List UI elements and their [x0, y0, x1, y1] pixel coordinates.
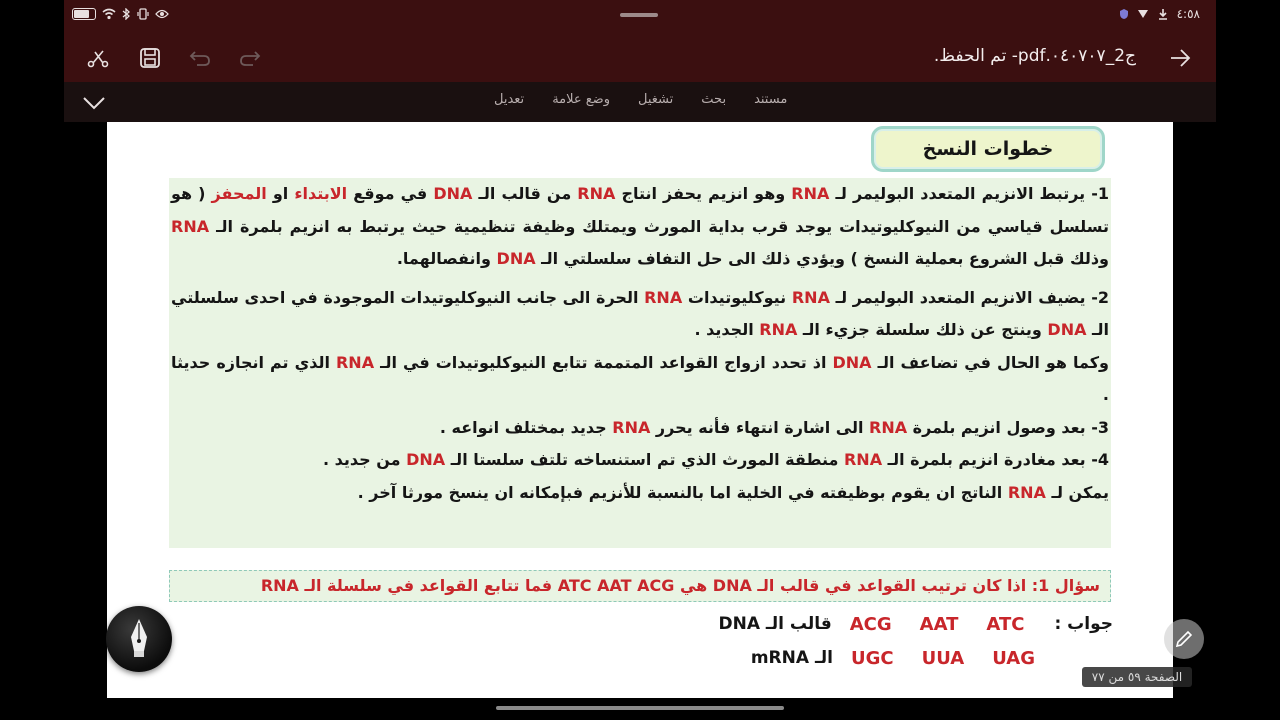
signature-icon	[86, 47, 110, 69]
battery-icon	[72, 8, 96, 20]
back-arrow-icon	[1169, 48, 1191, 68]
page-indicator: الصفحة ٥٩ من ٧٧	[1082, 667, 1192, 687]
download-icon	[1157, 8, 1169, 20]
vibrate-icon	[137, 8, 149, 20]
status-right	[1119, 8, 1200, 20]
bluetooth-icon	[122, 8, 131, 20]
row-label: الـ mRNA	[750, 648, 833, 668]
status-bar	[64, 0, 1216, 34]
base-cell: UAG	[992, 647, 1035, 669]
pull-handle[interactable]	[620, 13, 658, 17]
paragraph-conclusion: يمكن لـ RNA الناتج ان يقوم بوظيفته في الخلية اما بالنسبة للأنزيم فبإمكانه ان ينسخ مورثا آخر .	[357, 482, 1109, 502]
paragraph-step-4: 4- بعد مغادرة انزيم بلمرة الـ RNA منطقة المورث الذي تم استنساخه تلتف سلستا الـ DNA من جديد .	[322, 450, 1109, 469]
signature-button[interactable]	[84, 44, 112, 72]
status-indicators	[72, 8, 169, 20]
answer-label: جواب :	[1054, 614, 1113, 634]
base-cell: ATC	[986, 613, 1025, 635]
answer-row-mrna	[751, 642, 1035, 674]
wifi-icon	[102, 8, 116, 20]
menu-item-play[interactable]: تشغيل	[638, 92, 674, 107]
pencil-icon	[1174, 629, 1194, 649]
row-label: قالب الـ DNA	[718, 614, 832, 634]
menu-items	[480, 92, 801, 107]
redo-icon	[239, 49, 261, 67]
menu-bar	[64, 82, 1216, 122]
menu-item-edit[interactable]: تعديل	[494, 92, 525, 107]
home-indicator[interactable]	[496, 706, 784, 710]
app-window	[64, 0, 1216, 720]
base-cell: AAT	[919, 613, 959, 635]
section-heading: خطوات النسخ	[922, 138, 1054, 160]
wifi-call-icon	[1137, 8, 1149, 20]
question-box	[169, 570, 1111, 602]
document-title: ج2_٠٤٠٧٠٧.pdf- تم الحفظ.	[933, 46, 1136, 66]
answer-row-template	[718, 608, 1113, 640]
question-text: سؤال 1: اذا كان ترتيب القواعد في قالب الـ DNA هي ATC AAT ACG فما تتابع القواعد في سلسلة الـ RNA	[260, 576, 1100, 595]
menu-item-search[interactable]: بحث	[701, 92, 727, 107]
menu-item-document[interactable]: مستند	[754, 92, 788, 107]
undo-icon	[189, 49, 211, 67]
base-cell: UGC	[851, 647, 894, 669]
answer-block	[667, 608, 1113, 678]
base-cell: ACG	[849, 613, 892, 635]
paragraph-step-2: 2- يضيف الانزيم المتعدد البوليمر لـ RNA نيوكليوتيدات RNA الحرة الى جانب النيوكليوتيدات الموجودة في احدى سلسلتي الـ DNA وينتج عن ذلك سلسلة جزيء الـ RNA الجديد .	[171, 287, 1109, 339]
title-bar	[64, 34, 1216, 82]
undo-button[interactable]	[186, 44, 214, 72]
document-page[interactable]	[107, 122, 1173, 698]
paragraph-note: وكما هو الحال في تضاعف الـ DNA اذ تحدد ازواج القواعد المتممة تتابع النيوكليوتيدات في الـ RNA الذي تم انجازه حديثا .	[171, 352, 1109, 404]
paragraph-step-1: 1- يرتبط الانزيم المتعدد البوليمر لـ RNA وهو انزيم يحفز انتاج RNA من قالب الـ DNA في موقع الابتداء او المحفز ( هو تسلسل قياسي من النيوكليوتيدات يوجد قرب بداية المورث ويمتلك وظيفة تنظيمية حيث يرتبط به انزيم بلمرة الـ RNA وذلك قبل الشروع بعملية النسخ ) ويؤدي ذلك الى حل التفاف سلسلتي الـ DNA وانفصالهما.	[171, 184, 1110, 268]
base-cell: UUA	[921, 647, 965, 669]
back-button[interactable]	[1166, 44, 1194, 72]
shield-icon	[1119, 8, 1129, 20]
redo-button[interactable]	[236, 44, 264, 72]
fountain-pen-icon	[126, 617, 152, 661]
highlighted-text-block	[169, 178, 1111, 548]
save-icon	[139, 47, 161, 69]
status-time: ٤:٥٨	[1176, 7, 1200, 21]
paragraph-step-3: 3- بعد وصول انزيم بلمرة RNA الى اشارة انتهاء فأنه يحرر RNA جديد بمختلف انواعه .	[439, 417, 1109, 437]
edit-button[interactable]	[1164, 619, 1204, 659]
eye-icon	[155, 8, 169, 20]
chevron-down-icon[interactable]	[82, 94, 106, 112]
section-heading-box	[871, 126, 1105, 172]
save-button[interactable]	[136, 44, 164, 72]
menu-item-bookmark[interactable]: وضع علامة	[552, 92, 611, 107]
pen-tool-button[interactable]	[106, 606, 172, 672]
